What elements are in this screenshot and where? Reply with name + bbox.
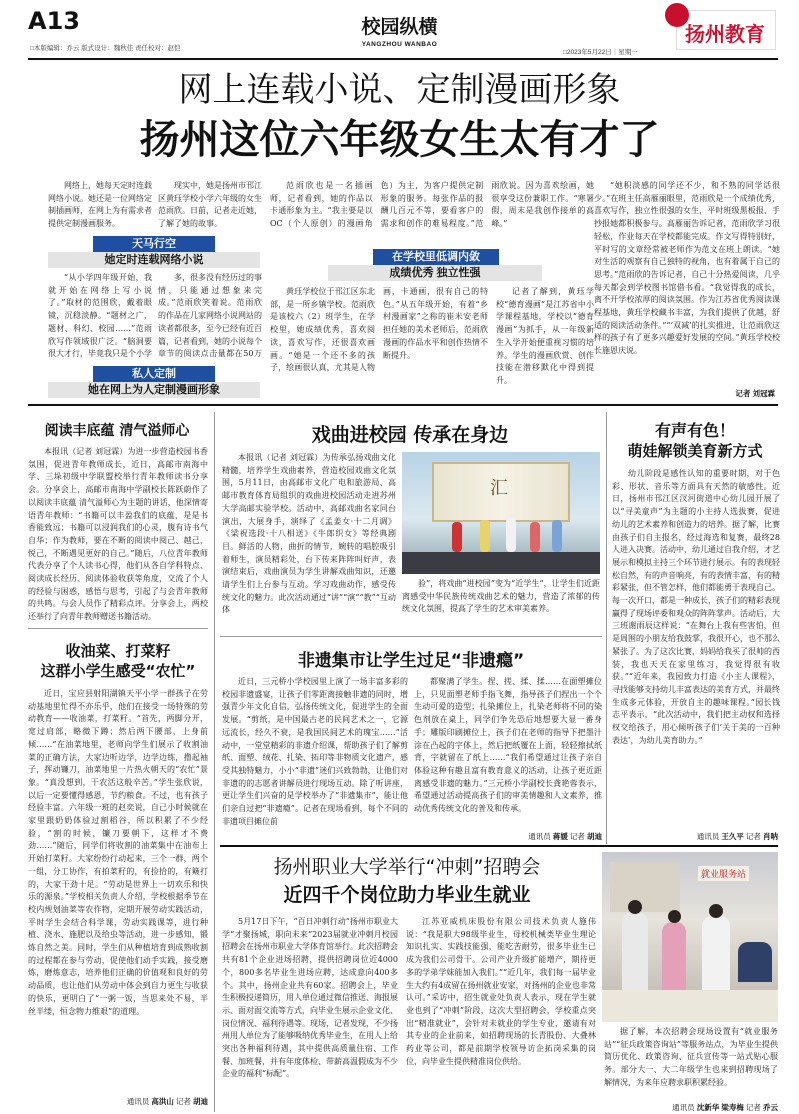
lead-col2b: 多，很多没有经历过的事情，只能通过想象来完成。”范雨欣笑着说。范雨欣的作品在几家网络小说网站的读者都很多，至今已经有近百篇，记者看到，她的小说每个章节的阅读点击量都在50万	[158, 273, 262, 359]
voice-headline-1: 有声有色！	[654, 421, 735, 440]
lead-sub5: 在学校里低调内敛	[373, 249, 499, 265]
farm-credit-name2: 胡迪	[193, 1097, 208, 1106]
voice-credit	[612, 831, 778, 842]
heritage-credit-name1: 蒋媛	[552, 832, 568, 841]
fair-credit-name2: 乔云	[763, 1103, 778, 1112]
opera-body-2: 验”，将戏曲“进校园”变为“近学生”，让学生们近距离感受中华民族传统戏曲艺术的魅力，营造了浓郁的传统文化氛围，提高了学生的艺术审美素养。	[402, 579, 600, 614]
fair-credit	[600, 1102, 778, 1113]
fair-credit-mid: 记者	[743, 1103, 763, 1112]
fair-caption: 据了解，本次招聘会现场设置有“就业服务站”“征兵政策咨询站”等服务站点，为毕业生提供简历优化、政策咨询、征兵宣传等一站式贴心服务。部分大一、大二年级学生也来到招聘现场了解情况，为来年应聘求职积累经验。	[604, 1027, 778, 1087]
lead-sub4: 她在网上为人定制漫画形象	[48, 382, 260, 398]
masthead	[0, 0, 799, 60]
fair-top-rule	[220, 845, 778, 847]
fair-body-1: 5月17日下午，“百日冲刺行动”扬州市职业大学“才聚扬城，职向未来”2023届就业冲刺月校园招聘会在扬州市职业大学体育馆举行。此次招聘会共有81个企业进场招聘，提供招聘岗位近4000个，800多名毕业生进场应聘，达成意向400多个。其中，扬州企业共有60家。招聘会上，毕业生积极投递简历，用人单位通过微信推送、海报展示、面对面交流等方式，向毕业生展示企业文化、岗位情况、福利待遇等。现场，记者发现，不少扬州用人单位为了能够吸纳优秀毕业生，在用人上给突出各种福利待遇，其中提供高质量住宿、工作餐、加班餐，并有年度体检、带薪高温假成为不少企业的福利“标配”。	[222, 917, 398, 1079]
opera-headline: 戏曲进校园 传承在身边	[311, 424, 509, 446]
lead-col5: “她积淡感的同学还不少，和不熟的同学话很少。”在班主任高雁丽眼里，范雨欣是一个成绩优秀，喜欢写作，独立性很强的女生，平时班级黑板报、手抄报她都积极参与。高雁丽告诉记者，范雨欣学习很轻松，作业每天在学校都能完成。作文写得特别好，平时写的文章经常被老师作为范文在班上朗读。“她对生活的观察有自己独特的视角，也有着属于自己的思考。”范雨欣的告诉记者，自己十分热爱阅读，几乎每天都会到学校图书馆借书看。“我觉得我的成长，离不开学校浓厚的阅读氛围。作为江苏省优秀阅读课程基地，黄珏学校藏书丰富，为我们提供了优越，舒适的阅读活动条件。”“‘双减’的扎实推进，让范雨欣这样的孩子有了更多兴趣爱好发展的空间。”黄珏学校校长施恩庆说。	[594, 181, 780, 356]
fair-photo-sign: 就业服务站	[698, 866, 749, 881]
masthead-rule	[28, 58, 778, 60]
fair-headline-2: 近四千个岗位助力毕业生就业	[283, 884, 531, 906]
opera-stage-photo	[402, 452, 600, 574]
right-col-divider	[606, 412, 607, 844]
section-subtitle: YANGZHOU WANBAO	[361, 41, 438, 48]
lead-col2: 现实中，她是扬州市邗江区黄珏学校小学六年级的女生范雨欣。日前，记者走近她，了解了她的故事。	[158, 181, 262, 229]
read-divider	[28, 628, 208, 629]
lead-credit: 记者 刘冠霖	[735, 389, 775, 398]
lead-sub1: 天马行空	[93, 236, 215, 252]
read-headline: 阅读丰底蕴 清气溢师心	[44, 423, 190, 439]
farm-headline-1: 收油菜、打菜籽	[65, 642, 171, 660]
heritage-credit-prefix: 通讯员	[528, 832, 553, 841]
fair-credit-name1: 沈新华 梁寿梅	[696, 1103, 744, 1112]
lead-col3b: 黄珏学校位于邗江区东北部，是一所乡镇学校。范雨欣是该校六（2）班学生，在学校里，她成绩优秀，喜欢阅读，喜欢写作，还很喜欢画画。“她是一个还不多的孩子，绘画很认真，尤其是人物画，卡通画，很有自己的特色。”从五年级开始，有着“乡村漫画家”之称的崔米安老师担任她的美术老师后，范雨欣漫画的作品水平和创作热情不断提升。	[270, 287, 488, 373]
lead-col3: 范雨欣也是一名插画师，记者看到，她的作品以卡通形象为主。“我主要是以OC（个人原创）的漫画角色）为主，为客户提供定制形象的服务。每张作品的报酬几百元不等，要看客户的需求和创作的难易程度。”范雨欣说。因为喜欢绘画，她很享受这份兼职工作。“寒暑假，周末是我创作接单的高峰。”	[270, 181, 594, 229]
voice-credit-mid: 记者	[743, 832, 763, 841]
lead-col1b: “从小学四年级开始，我就开始在网络上写小说了。”取材的范围欣，戴着眼镜，沉稳淡静。“题材之广，题材、科幻、校园……”范雨欣写作领域很广泛。“脑洞要很大才行，毕竟我只是个小学	[48, 273, 152, 359]
fair-credit-prefix: 通讯员	[672, 1103, 697, 1112]
lead-headline-2: 扬州这位六年级女生太有才了	[139, 116, 660, 163]
masthead-date: □2023年5月22日｜星期一	[563, 49, 638, 56]
lead-sub2: 她定时连载网络小说	[48, 252, 260, 268]
farm-headline-2: 这群小学生感受“农忙”	[40, 662, 196, 680]
read-body: 本报讯（记者 刘冠霖）为进一步营造校园书香氛围，促进青年教师成长，近日，高邮市南海中学、三垛初级中学联盟校举行青年教师读书分享会。分享会上，高邮市南海中学副校长陈跃蔚作了以阅读丰底蕴 清气溢师心为主题的讲话，他深情寄语青年教师：“书籍可以丰盈我们的底蕴，是是书香能致远；书籍可以浸润我们的心灵，腹有诗书气自华；作为教师，要在不断的阅读中阅己、越己，悦己，不断遇见更好的自己。”随后，八位青年教师代表分享了个人读书心得，他们从各自学科特点、阅读成长经历、阅读体验收获等角度，交流了个人的经验与困惑，感悟与思考，引起了与会青年教师的共鸣。与会人员作了精彩点评。分享会上，两校还举行了向青年教师赠送书籍活动。	[28, 447, 208, 622]
section-title: 校园纵横	[361, 16, 438, 38]
farm-credit-name1: 高洪山	[151, 1097, 174, 1106]
voice-credit-name2: 肖呐	[763, 832, 778, 841]
opera-divider	[220, 636, 602, 637]
left-col-divider	[214, 412, 215, 1112]
brand-text: 扬州教育	[685, 22, 765, 46]
lead-col4: 记者了解到，黄珏学校“德育漫画”是江苏省中小学课程基地，学校以“德育漫画”为抓手，从一年级新生入学开始便重视习惯的培养。学生的漫画欣赏、创作技能在潜移默化中得到提升。	[496, 287, 594, 385]
voice-body: 幼儿阶段是感性认知的重要时期，对于色彩、形状、音乐等方面具有天然的敏感性。近日，扬州市邗江区汊河街道中心幼儿园开展了以“寻美童声”为主题的小主持人选拔赛，促进幼儿的艺术素养和创造力的培养。据了解，比赛由孩子们自主报名，经过海选和复赛，最终28人进入决赛。活动中，幼儿通过自我介绍，才艺展示和模拟主持三个环节进行展示。有的表现轻松自然，有的声音响亮，有的表情丰富，有的精彩紧张，但不管怎样，他们都能勇于表现自己。每一次开口，都是一种成长，孩子们的精彩表现赢得了现场评委和观众的阵阵掌声。活动后，大三班谢雨辰这样说：“在舞台上我有些害怕，但是周围的小朋友给我鼓掌，我很开心，也不那么紧张了。为了这次比赛，妈妈给我买了很帅的西装，我也天天在家里练习，我觉得很有收获。”“近年来，我园致力打造《小主人课程》，寻找能够支持幼儿丰富表达的美育方式，并最终生成多元体验，开放自主的趣味课程。”园长钱志平表示，“此次活动中，我们把主动权和选择权交给孩子，用心倾听孩子们‘关于美的一百种表达’，为幼儿美育助力。”	[612, 469, 780, 745]
heritage-body-2: 都聚满了学生。捏、搓、揉、揉……在面塑摊位上，只见面塑老师手指飞舞，指导孩子们捏出一个个生动可爱的造型；扎染摊位上，扎染老师将不同的染色剂放在桌上，同学们争先恐后地想要大显一番身手；雕版印刷摊位上，孩子们在老师的指导下把墨汁涂在凸起的字体上，然后把纸覆在上面，轻轻擦拭纸背，字就留在了纸上……“我们希望通过让孩子亲自体验这种有趣且富有教育意义的活动，让孩子更近距离感受非遗的魅力。”三元桥小学副校长龚艳蓉表示，希望通过活动提高孩子们的审美情趣和人文素养，推动优秀传统文化的普及和传承。	[414, 677, 602, 814]
heritage-body-1: 近日，三元桥小学校园里上演了一场丰富多彩的校园非遗盛宴，让孩子们零距离接触非遗的同时，增强青少年文化自信，弘扬传统文化，促进学生的全面发展。“剪纸，是中国最古老的民间艺术之一，它源远流长，经久不衰，是我国民间艺术的瑰宝……”活动中，一堂堂精彩的非遗介绍课，帮助孩子们了解剪纸、面塑、绒花、扎染、拓印等非物质文化遗产，感受其独特魅力，小小“非遗”迷们兴致勃勃，让他们对非遗的的志愿者讲解员进行现场互动。除了听讲座，更让学生们兴奋的是学校举办了“非遗集市”，能让他们亲自过把“非遗瘾”。记者在现场看到，每个不同的非遗项目摊位前	[222, 677, 408, 826]
lead-headline-1: 网上连载小说、定制漫画形象	[178, 70, 621, 110]
farm-credit-mid: 记者	[173, 1097, 193, 1106]
heritage-credit-name2: 胡迪	[587, 832, 602, 841]
voice-credit-name1: 王久平	[721, 832, 744, 841]
opera-body-1: 本报讯（记者 刘冠霖）为传承弘扬戏曲文化精髓，培养学生戏曲素养，营造校园戏曲文化氛围，5月11日，由高邮市文化广电和旅游局、高邮市教育体育局组织的戏曲进校园活动走进苏州大学高邮实验学校。活动中，高邮戏曲名家同台演出，大展身手，演绎了《孟姜女·十二月调》《梁祝选段·十八相送》《牛郎织女》等经典剧目。鲜活的人物，曲折的情节，婉转的唱腔吸引着师生，演员精彩处，台下传来阵阵叫好声，表演结束后，戏曲演员为学生讲解戏曲知识，还邀请学生们上台参与互动。学习戏曲动作，感受传统文化的魅力。此次活动通过“讲”“演”“教”“互动体	[222, 453, 396, 615]
lead-intro: 网络上，她每天定时连载网络小说。她还是一位网络定制插画师，在网上为有需求者提供定制漫画服务。	[48, 181, 152, 229]
voice-credit-prefix: 通讯员	[696, 832, 722, 841]
lead-sub6: 成绩优秀 独立性强	[328, 265, 542, 281]
heritage-credit	[414, 831, 602, 842]
fair-photo	[602, 852, 778, 1022]
lead-rule	[28, 404, 778, 406]
heritage-credit-mid: 记者	[567, 832, 587, 841]
masthead-editors: □本版编辑：乔云 版式设计：魏秋佳 责任校对：赵恺	[30, 45, 181, 52]
lead-sub3: 私人定制	[93, 366, 215, 382]
heritage-headline: 非遗集市让学生过足“非遗瘾”	[297, 651, 525, 671]
page-number: A13	[28, 7, 80, 35]
fair-headline-1: 扬州职业大学举行“冲刺”招聘会	[273, 856, 541, 878]
farm-credit-prefix: 通讯员	[126, 1097, 152, 1106]
farm-body: 近日，宝应县射阳湖镇天平小学一群孩子在劳动基地里忙得不亦乐乎，他们在接受一场特殊的劳动教育——收油菜，打菜籽。“首先，两脚分开，宽过肩部，略微下蹲；然后两下腰部，上身前倾……”在油菜地里，老师向学生们展示了收割油菜的正确方法，大家边听边学，边学边练，撸起袖子，挥动镰刀，油菜地里一片热火朝天的“农忙”景象。“真没想到，干农活这般辛苦。”学生张欣说，以后一定要懂得感恩，节约粮食。不过，也有孩子经验丰富。六年级一班的赵奕说，自己小时候就在家里跟奶奶体验过割稻谷，所以积累了不少经验，“割的时候，镰刀要朝下，这样才不费劲……”随后，同学们将收割的油菜集中在油布上开始打菜籽。大家纷纷行动起来，三个一群，两个一组，分工协作，有拍菜籽的，有捡拾的，有簸打的，大家干劲十足。“劳动是世界上一切欢乐和快乐的源泉。”学校相关负责人介绍，学校根据季节在校内规划油菜等农作物，定期开展劳动实践活动，平时学生会结合科学课，劳动实践课等，进行种植、浇水、施肥以及给虫等活动，进一步感知，锻炼自然之美。同时，学生们从种植培育到成熟收割的过程都在参与劳动，促使他们动手实践，接受磨炼，磨炼意志，培养他们正确的价值观和良好的劳动品质，也让他们从劳动中体会到自力更生与收获的快乐，更明白了“一粥一饭，当思来处不易，半丝半缕，恒念物力维艰”的道理。	[28, 689, 208, 1016]
farm-credit	[28, 1096, 208, 1107]
voice-headline-2: 萌娃解锁美育新方式	[627, 442, 763, 460]
brand-logo	[676, 10, 776, 50]
opera-stage-banner: 汇	[490, 478, 508, 499]
fair-body-2: 江苏亚威机床股份有限公司技术负责人施伟说：“我是职大98级毕业生，母校机械类毕业生理论知识扎实、实践技能强，能吃苦耐劳，很多毕业生已成为我们公司骨干。公司产业升级扩能增产，期待更多的学弟学妹能加入我们。”“近几年，我们每一届毕业生大约有4成留在扬州就业安家，对扬州的企业也非常认可。”采访中，招生就业处负责人表示，现在学生就业也到了“冲刺”阶段，这次大型招聘会，学校重点突出“精准就业”，会针对未就业的学生专业，邀请有对其专业的企业前来，如招聘现场的长青股份、大叠林药业等公司，都是前期学校领导访企拓岗采集的岗位，向毕业生提供精准岗位供给。	[406, 917, 596, 1066]
